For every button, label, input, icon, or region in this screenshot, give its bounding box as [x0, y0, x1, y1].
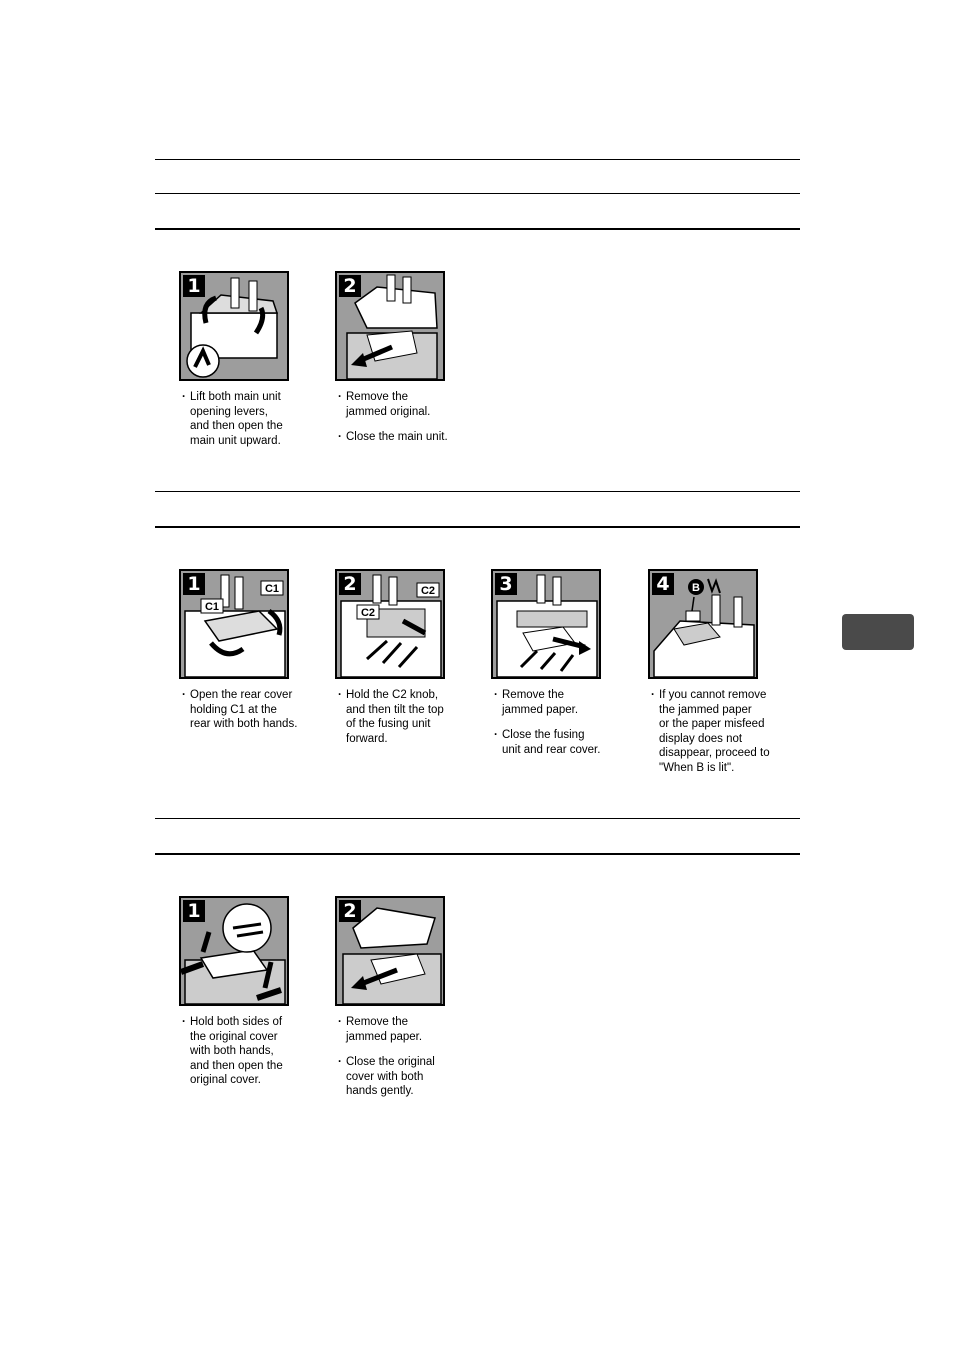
section-2-step-3 — [491, 569, 641, 768]
open-rear-cover-illustration — [179, 569, 289, 679]
step-caption: · If you cannot remove the jammed paper or the paper misfeed display does not disappear, proceed to "When B is lit". — [648, 688, 798, 775]
step-number: 1 — [183, 573, 205, 595]
remove-paper-under-cover-illustration — [335, 896, 445, 1006]
step-caption: · Remove the jammed paper. — [335, 1015, 485, 1044]
step-number: 1 — [183, 900, 205, 922]
section-3-step-1 — [179, 896, 329, 1099]
section-1-step-1 — [179, 271, 329, 459]
step-caption: · Close the main unit. — [335, 430, 485, 445]
remove-jammed-paper-illustration — [491, 569, 601, 679]
step-caption: · Remove the jammed paper. — [491, 688, 641, 717]
step-number: 4 — [652, 573, 674, 595]
misfeed-display-b-illustration — [648, 569, 758, 679]
misfeed-indicator-label: B — [692, 582, 700, 594]
section-2-header-rule — [155, 491, 800, 492]
step-number: 2 — [339, 573, 361, 595]
section-2-step-4 — [648, 569, 798, 786]
step-number: 2 — [339, 900, 361, 922]
step-caption: · Remove the jammed original. — [335, 390, 485, 419]
lift-levers-open-main-unit-illustration — [179, 271, 289, 381]
step-caption: · Open the rear cover holding C1 at the rear with both hands. — [179, 688, 329, 732]
section-1-step-2 — [335, 271, 485, 456]
step-number: 3 — [495, 573, 517, 595]
section-2-step-2 — [335, 569, 485, 757]
step-caption: · Close the original cover with both hands gently. — [335, 1055, 485, 1099]
step-caption: · Lift both main unit opening levers, and then open the main unit upward. — [179, 390, 329, 448]
chapter-tab — [842, 614, 914, 650]
section-1-header-rule — [155, 193, 800, 194]
step-caption: · Close the fusing unit and rear cover. — [491, 728, 641, 757]
step-number: 1 — [183, 275, 205, 297]
section-2-divider — [155, 526, 800, 528]
open-original-cover-illustration — [179, 896, 289, 1006]
callout-label: C1 — [264, 583, 280, 595]
callout-label: C2 — [360, 607, 376, 619]
step-number: 2 — [339, 275, 361, 297]
step-caption: · Hold the C2 knob, and then tilt the top of the fusing unit forward. — [335, 688, 485, 746]
callout-label: C1 — [204, 601, 220, 613]
tilt-fusing-unit-illustration — [335, 569, 445, 679]
section-1-divider — [155, 228, 800, 230]
step-caption: · Hold both sides of the original cover with both hands, and then open the original cover. — [179, 1015, 329, 1088]
top-rule — [155, 159, 800, 160]
section-3-step-2 — [335, 896, 485, 1110]
section-3-header-rule — [155, 818, 800, 819]
section-2-step-1 — [179, 569, 329, 743]
remove-jammed-original-illustration — [335, 271, 445, 381]
section-3-divider — [155, 853, 800, 855]
callout-label: C2 — [420, 585, 436, 597]
